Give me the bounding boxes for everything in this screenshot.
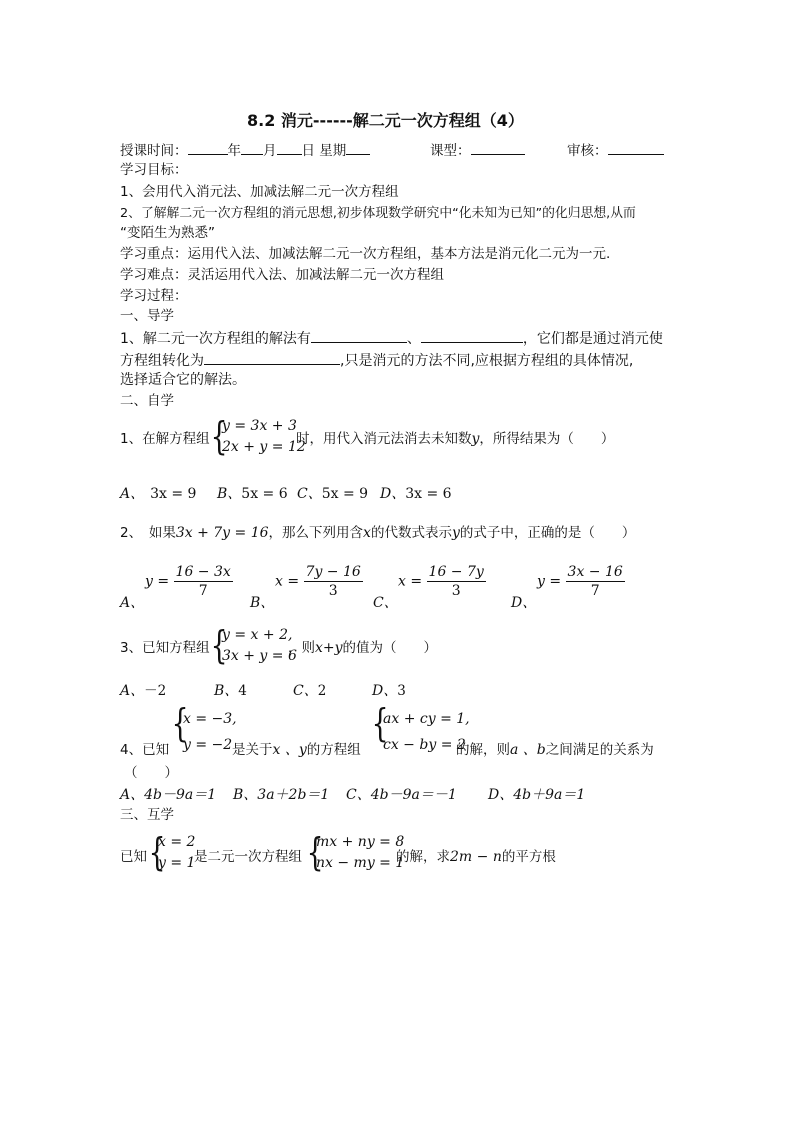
header-row xyxy=(120,140,370,160)
left-brace-icon: { xyxy=(371,701,389,745)
q4-sol-2: y = −2 xyxy=(183,737,233,753)
q1-suffix xyxy=(296,430,614,448)
q2-prefix: 2、 如果 xyxy=(120,525,176,541)
sec3-expr: 2m − n xyxy=(450,849,502,865)
q3-option-d xyxy=(372,682,406,700)
sec3-solution xyxy=(158,832,195,874)
option-label: A、 xyxy=(120,486,145,502)
sec3-mid: 是二元一次方程组 xyxy=(194,849,302,865)
q4-suffix-text-2: 之间满足的关系为 xyxy=(545,742,654,758)
q4-suffix-text: 的解，则 xyxy=(456,742,510,758)
option-value: 4 xyxy=(238,683,247,699)
q2-option-d-label: D、 xyxy=(511,595,537,611)
q3-eq-2: 3x + y = 6 xyxy=(222,648,297,664)
q2-x: x xyxy=(363,525,371,541)
option-label: A、 xyxy=(120,787,145,803)
q4-option-a xyxy=(120,786,216,804)
option-value: 3x = 9 xyxy=(150,486,197,502)
method-blank-2 xyxy=(421,328,523,343)
option-label: C、 xyxy=(297,486,322,502)
option-value: －2 xyxy=(144,683,167,699)
q3-eq-1: y = x + 2, xyxy=(222,627,293,643)
q2-option-c-label: C、 xyxy=(373,595,398,611)
q4-mid xyxy=(232,741,361,759)
review-label: 审核： xyxy=(567,143,608,159)
sec3-sol-2: y = 1 xyxy=(158,855,196,871)
option-value: 3a＋2b＝1 xyxy=(257,787,330,803)
q2-suffix: 的式子中，正确的是（ ） xyxy=(459,525,636,541)
method-blank-1 xyxy=(311,328,407,343)
sec3-eq-2: nx − my = 1 xyxy=(316,855,405,871)
q1-eq-1: y = 3x + 3 xyxy=(222,418,297,434)
q4-vars: x 、y xyxy=(272,742,307,758)
sec3-system xyxy=(316,832,404,874)
q4-paren: （ ） xyxy=(124,765,178,781)
section-2-heading: 二、自学 xyxy=(120,393,174,409)
q2-option-b-label: B、 xyxy=(250,595,275,611)
left-brace-icon: { xyxy=(210,623,228,667)
fraction xyxy=(174,563,233,600)
goal-item-2: 2、了解解二元一次方程组的消元思想,初步体现数学研究中“化未知为已知”的化归思想,从而 xyxy=(120,206,636,221)
lesson-type-blank xyxy=(471,140,525,155)
q2-mid: ，那么下列用含 xyxy=(268,525,364,541)
year-label: 年 xyxy=(227,143,241,159)
q1-suffix-text-2: ，所得结果为（ ） xyxy=(479,431,615,447)
q1-suffix-text: 时，用代入消元法消去未知数 xyxy=(296,431,472,447)
left-brace-icon: { xyxy=(306,830,324,874)
review xyxy=(567,140,664,160)
day-blank xyxy=(277,140,302,155)
q1-prefix: 1、在解方程组 xyxy=(120,431,210,447)
sec1-q1-text-2: ，它们都是通过消元使 xyxy=(522,331,663,347)
sec1-q1-line1 xyxy=(120,328,663,348)
q4-suffix xyxy=(456,741,654,759)
goal-item-2-cont: “变陌生为熟悉” xyxy=(120,225,215,241)
q2-option-a-label: A、 xyxy=(120,595,145,611)
sec3-prefix: 已知 xyxy=(120,849,147,865)
left-brace-icon: { xyxy=(210,414,228,458)
q1-var: y xyxy=(471,431,480,447)
separator: 、 xyxy=(406,331,421,347)
q4-solution xyxy=(183,706,237,758)
option-value: 4b＋9a＝1 xyxy=(513,787,586,803)
fraction xyxy=(427,563,486,600)
q4-mid-text-2: 的方程组 xyxy=(306,742,361,758)
q1-option-a xyxy=(120,485,196,503)
fraction-lhs: x = xyxy=(275,573,300,590)
option-label: C、 xyxy=(346,787,371,803)
lesson-type xyxy=(430,140,525,160)
sec1-q1-text: 1、解二元一次方程组的解法有 xyxy=(120,331,311,347)
option-label: B、 xyxy=(233,787,258,803)
numerator: 7y − 16 xyxy=(305,564,361,580)
q3-suffix xyxy=(288,639,437,657)
q1-system xyxy=(222,416,306,458)
left-brace-icon: { xyxy=(148,830,166,874)
weekday-label: 星期 xyxy=(319,143,347,159)
numerator: 16 − 3x xyxy=(175,564,231,580)
q2-mid-2: 的代数式表示 xyxy=(370,525,452,541)
sec3-sol-1: x = 2 xyxy=(158,834,196,850)
process-heading: 学习过程： xyxy=(120,288,188,304)
q4-sol-1: x = −3, xyxy=(183,711,237,727)
q2-option-d xyxy=(537,563,625,600)
option-label: B、 xyxy=(214,683,239,699)
sec3-suffix-text-2: 的平方根 xyxy=(501,849,556,865)
q4-eq-2: cx − by = 2 xyxy=(383,737,466,753)
option-value: 3 xyxy=(397,683,406,699)
q4-eq-1: ax + cy = 1, xyxy=(383,711,470,727)
option-value: 5x = 6 xyxy=(241,486,288,502)
q1-option-b xyxy=(217,485,288,503)
goals-heading: 学习目标： xyxy=(120,162,188,178)
q3-suffix-text: ，则 xyxy=(288,640,315,656)
q3-option-c xyxy=(293,682,326,700)
denominator: 7 xyxy=(590,583,600,599)
sec3-suffix xyxy=(396,848,556,866)
year-blank xyxy=(188,140,228,155)
q2-option-c xyxy=(398,563,486,600)
q4-mid-text: 是关于 xyxy=(232,742,273,758)
fraction-lhs: y = xyxy=(537,573,562,590)
option-value: 5x = 9 xyxy=(321,486,369,502)
convert-blank xyxy=(204,350,340,365)
option-label: B、 xyxy=(217,486,242,502)
fraction-lhs: y = xyxy=(145,573,170,590)
q3-option-a xyxy=(120,682,166,700)
section-3-heading: 三、互学 xyxy=(120,807,174,823)
weekday-blank xyxy=(346,140,370,155)
option-value: 2 xyxy=(317,683,327,699)
q2-y: y xyxy=(451,525,460,541)
numerator: 3x − 16 xyxy=(567,564,623,580)
q2-option-b xyxy=(275,563,363,600)
q3-option-b xyxy=(214,682,247,700)
q4-option-d xyxy=(488,786,585,804)
day-label: 日 xyxy=(301,143,315,159)
sec1-q1-line2 xyxy=(120,350,633,370)
lesson-type-label: 课型： xyxy=(430,143,471,159)
denominator: 3 xyxy=(328,583,338,599)
option-value: 3x = 6 xyxy=(405,486,452,502)
q2-option-a xyxy=(145,563,233,600)
sec3-suffix-text: 的解，求 xyxy=(396,849,450,865)
fraction-lhs: x = xyxy=(398,573,423,590)
fraction xyxy=(304,563,363,600)
q3-expr: x+y xyxy=(315,640,343,656)
numerator: 16 − 7y xyxy=(428,564,484,580)
q1-option-d xyxy=(380,485,452,503)
option-label: A、 xyxy=(120,683,145,699)
q4-ab: a 、b xyxy=(510,742,546,758)
q3-suffix-text-2: 的值为（ ） xyxy=(342,640,438,656)
review-blank xyxy=(608,140,664,155)
option-value: 4b－9a＝1 xyxy=(144,787,217,803)
q4-option-b xyxy=(233,786,329,804)
goal-item-1: 1、会用代入消元法、加减法解二元一次方程组 xyxy=(120,184,399,200)
q1-eq-2: 2x + y = 12 xyxy=(222,439,306,455)
q4-option-c xyxy=(346,786,457,804)
sec3-eq-1: mx + ny = 8 xyxy=(316,834,405,850)
month-label: 月 xyxy=(263,143,277,159)
teach-time-label: 授课时间： xyxy=(120,143,188,159)
page-title: 8.2 消元------解二元一次方程组（4） xyxy=(247,111,524,130)
q2-stem xyxy=(120,524,635,542)
sec1-q1-text-3: 方程组转化为 xyxy=(120,353,204,369)
sec1-q1-text-4: ,只是消元的方法不同,应根据方程组的具体情况, xyxy=(340,353,634,369)
sec1-q1-line3: 选择适合它的解法。 xyxy=(120,372,246,388)
option-label: C、 xyxy=(293,683,318,699)
q3-prefix: 3、已知方程组 xyxy=(120,640,210,656)
section-1-heading: 一、导学 xyxy=(120,308,174,324)
denominator: 7 xyxy=(198,583,208,599)
q2-equation: 3x + 7y = 16 xyxy=(175,525,269,541)
option-label: D、 xyxy=(380,486,406,502)
q3-system xyxy=(222,625,297,667)
month-blank xyxy=(241,140,263,155)
key-point: 学习重点：运用代入法、加减法解二元一次方程组，基本方法是消元化二元为一元. xyxy=(120,246,611,262)
denominator: 3 xyxy=(451,583,461,599)
q4-prefix: 4、已知 xyxy=(120,742,170,758)
fraction xyxy=(566,563,625,600)
left-brace-icon: { xyxy=(171,701,189,745)
difficulty: 学习难点：灵活运用代入法、加减法解二元一次方程组 xyxy=(120,267,444,283)
q1-option-c xyxy=(297,485,368,503)
option-label: D、 xyxy=(488,787,514,803)
option-value: 4b－9a＝－1 xyxy=(370,787,457,803)
option-label: D、 xyxy=(372,683,398,699)
